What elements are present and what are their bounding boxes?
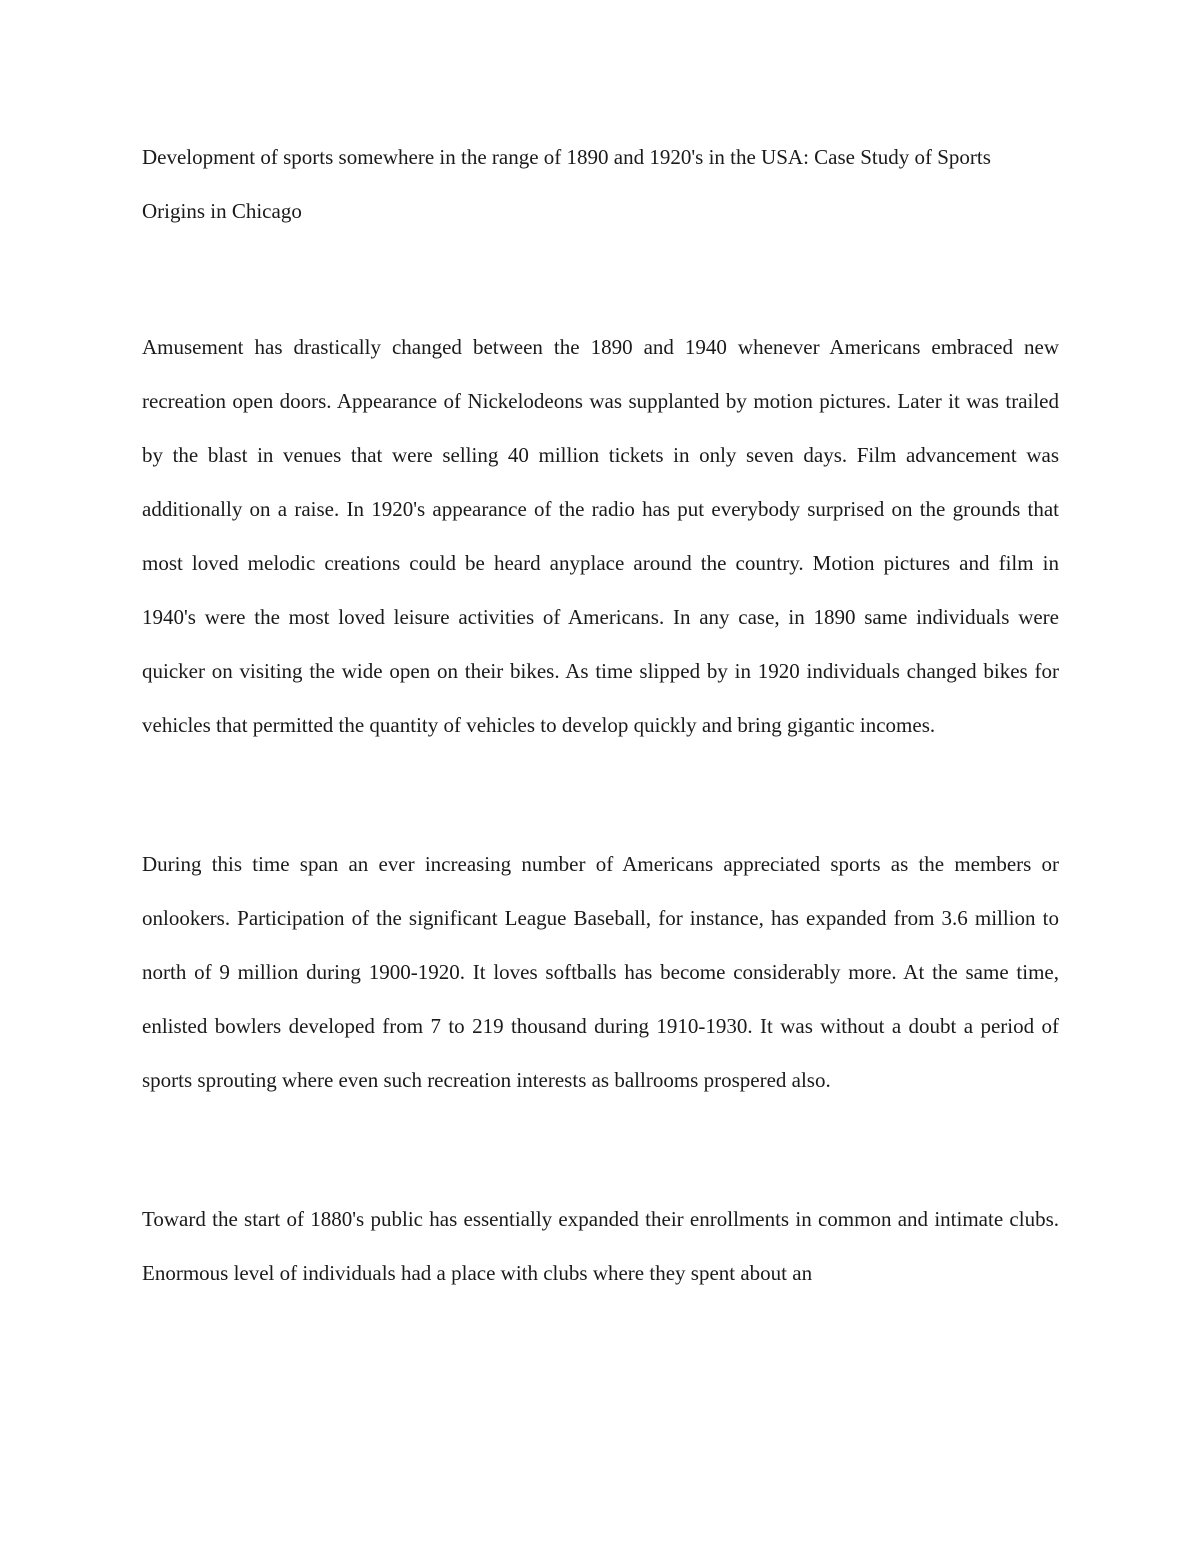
paragraph-1: Amusement has drastically changed between the 1890 and 1940 whenever Americans embraced new recreation open doors. Appearance of Nickelodeons was supplanted by motion pictures. Later it was trailed by the blast in venues that were selling 40 million tickets in only seven days. Film advancement was additionally on a raise. In 1920's appearance of the radio has put everybody surprised on the grounds that most loved melodic creations could be heard anyplace around the country. Motion pictures and film in 1940's were the most loved leisure activities of Americans. In any case, in 1890 same individuals were quicker on visiting the wide open on their bikes. As time slipped by in 1920 individuals changed bikes for vehicles that permitted the quantity of vehicles to develop quickly and bring gigantic incomes. bbox=[142, 335, 1059, 737]
spacer bbox=[142, 238, 1059, 320]
spacer bbox=[142, 1107, 1059, 1192]
spacer bbox=[142, 752, 1059, 837]
paragraph-3: Toward the start of 1880's public has essentially expanded their enrollments in common and intimate clubs. Enormous level of individuals had a place with clubs where they spent about an bbox=[142, 1207, 1059, 1285]
paragraph-2: During this time span an ever increasing number of Americans appreciated sports as the members or onlookers. Participation of the significant League Baseball, for instance, has expanded from 3.6 million to north of 9 million during 1900-1920. It loves softballs has become considerably more. At the same time, enlisted bowlers developed from 7 to 219 thousand during 1910-1930. It was without a doubt a period of sports sprouting where even such recreation interests as ballrooms prospered also. bbox=[142, 852, 1059, 1092]
document-title: Development of sports somewhere in the range of 1890 and 1920's in the USA: Case Study of Sports Origins in Chicago bbox=[142, 145, 991, 223]
document-body bbox=[142, 130, 1059, 1300]
